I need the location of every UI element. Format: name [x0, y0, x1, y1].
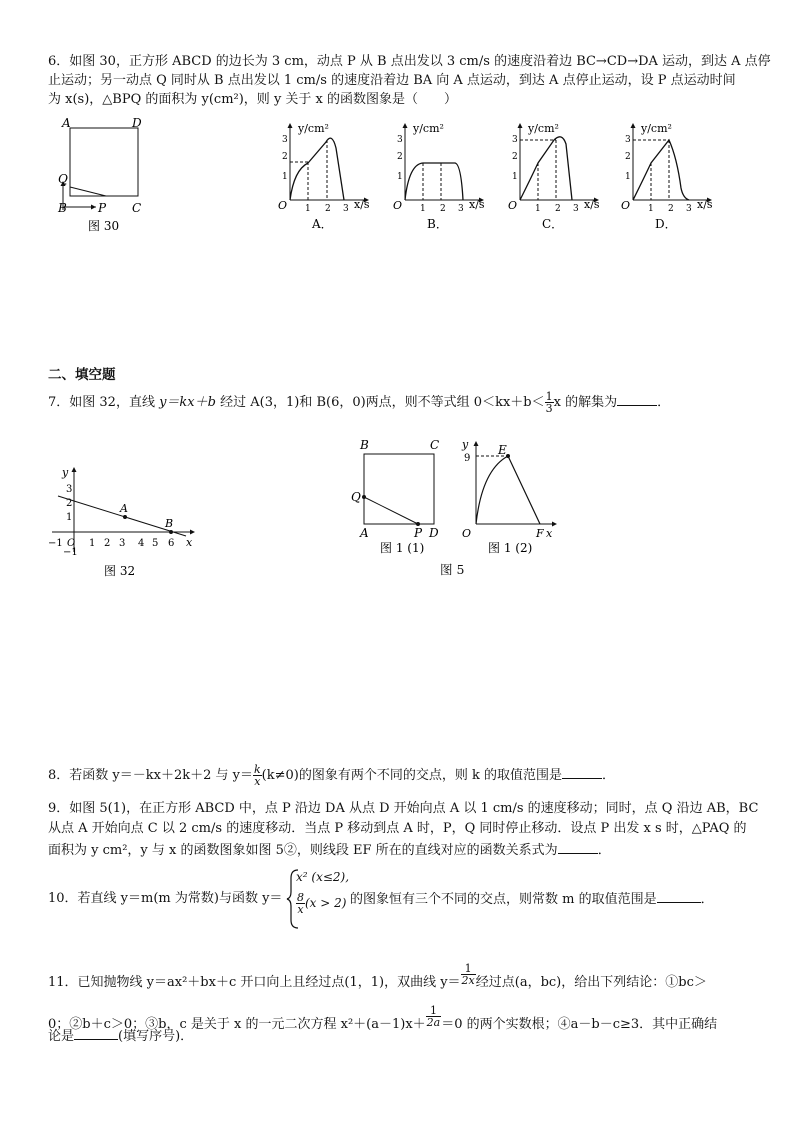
svg-text:4: 4	[138, 538, 145, 549]
svg-text:1: 1	[397, 172, 403, 182]
q11-line-3: 论是 (填写序号)．	[48, 1029, 194, 1044]
q9-line-3: 面积为 y cm²，y 与 x 的函数图象如图 5②，则线段 EF 所在的直线对应的函数关系式为 ．	[48, 843, 611, 858]
q6-line-2: 止运动；另一动点 Q 同时从 B 点出发以 1 cm/s 的速度沿着边 BA 向 A 点运动，到达 A 点停止运动，设 P 点运动时间	[48, 73, 736, 88]
svg-text:9: 9	[464, 453, 471, 464]
q11-line-1: 11．已知抛物线 y＝ax²＋bx＋c 开口向上且经过点(1，1)，双曲线 y＝ $\frac{1}{2x}$ 经过点(a，bc)，给出下列结论：①bc＞	[48, 962, 707, 990]
point-b	[169, 530, 173, 534]
svg-text:3: 3	[458, 204, 464, 214]
svg-text:x/s: x/s	[354, 198, 370, 211]
q11-line-2: 0；②b＋c＞0；③b，c 是关于 x 的一元二次方程 x²＋(a－1)x＋ $\frac{1}{2a}$ ＝0 的两个实数根；④a－b－c≥3．其中正确结	[48, 1004, 718, 1032]
fig5-2-caption: 图 1 (2)	[488, 541, 533, 555]
q10-answer-blank[interactable]	[657, 890, 701, 903]
graph-option-d	[613, 118, 723, 236]
fig5-1-caption: 图 1 (1)	[380, 541, 425, 555]
svg-text:x/s: x/s	[697, 198, 713, 211]
svg-text:2: 2	[668, 204, 674, 214]
svg-text:B: B	[165, 517, 174, 530]
svg-text:x: x	[546, 527, 553, 540]
q10-case-2: $\frac{8}{x}$ (x > 2)	[297, 891, 347, 916]
svg-text:2: 2	[66, 498, 73, 509]
svg-text:2: 2	[282, 152, 288, 162]
fig32-caption: 图 32	[104, 564, 136, 578]
svg-text:y/cm²: y/cm²	[298, 122, 329, 135]
svg-text:Q: Q	[351, 490, 361, 504]
label-d: D	[132, 116, 142, 130]
svg-text:P: P	[414, 526, 423, 540]
option-d-label: D．	[655, 217, 677, 231]
svg-text:O: O	[462, 527, 472, 540]
figure-5-1	[346, 434, 446, 558]
option-c-label: C．	[542, 217, 564, 231]
fig30-caption: 图 30	[88, 219, 120, 233]
svg-text:y/cm²: y/cm²	[641, 122, 672, 135]
q7-line: 7．如图 32，直线 y＝kx＋b 经过 A(3，1)和 B(6，0)两点，则不等式组 0＜kx＋b＜ $\frac{1}{3}$ x 的解集为 ．	[48, 390, 671, 415]
label-q: Q	[58, 172, 68, 186]
svg-text:3: 3	[343, 204, 349, 214]
svg-text:x: x	[186, 536, 193, 549]
q10-post: 的图象恒有三个不同的交点，则常数 m 的取值范围是 ．	[350, 892, 714, 907]
svg-text:C: C	[430, 438, 440, 452]
label-b: B	[58, 201, 67, 215]
svg-text:−1: −1	[48, 538, 63, 549]
q9-answer-blank[interactable]	[558, 841, 598, 854]
svg-text:3: 3	[573, 204, 579, 214]
svg-text:1: 1	[89, 538, 96, 549]
figure-5-2	[452, 434, 562, 558]
svg-text:1: 1	[512, 172, 518, 182]
svg-text:x/s: x/s	[584, 198, 600, 211]
q8-fraction: $\frac{k}{x}$	[254, 763, 261, 788]
svg-text:E: E	[498, 443, 507, 457]
svg-text:6: 6	[168, 538, 175, 549]
svg-text:O: O	[393, 199, 403, 212]
svg-text:y/cm²: y/cm²	[528, 122, 559, 135]
svg-text:3: 3	[512, 135, 518, 145]
svg-text:y: y	[62, 466, 69, 479]
svg-text:1: 1	[625, 172, 631, 182]
svg-text:2: 2	[512, 152, 518, 162]
svg-text:3: 3	[119, 538, 126, 549]
svg-text:1: 1	[305, 204, 311, 214]
svg-text:O: O	[67, 538, 76, 549]
svg-text:1: 1	[282, 172, 288, 182]
q8-line: 8．若函数 y＝－kx＋2k＋2 与 y＝ $\frac{k}{x}$ (k≠0)的图象有两个不同的交点，则 k 的取值范围是 ．	[48, 763, 616, 788]
graph-option-a	[270, 118, 380, 236]
figure-32	[44, 462, 204, 582]
label-c: C	[132, 201, 142, 215]
graph-option-b	[385, 118, 495, 236]
svg-text:y/cm²: y/cm²	[413, 122, 444, 135]
svg-text:F: F	[536, 527, 544, 540]
figure-30	[52, 113, 162, 235]
svg-text:O: O	[621, 199, 631, 212]
svg-text:B: B	[360, 438, 369, 452]
svg-text:1: 1	[66, 512, 73, 523]
svg-text:O: O	[278, 199, 288, 212]
fig5-caption: 图 5	[440, 562, 465, 577]
svg-text:2: 2	[325, 204, 331, 214]
svg-text:3: 3	[282, 135, 288, 145]
q9-line-2: 从点 A 开始向点 C 以 2 cm/s 的速度移动．当点 P 移动到点 A 时，P，Q 同时停止移动．设点 P 出发 x s 时，△PAQ 的	[48, 821, 747, 836]
q10-case-1: x² (x≤2),	[296, 870, 350, 884]
graph-option-c	[500, 118, 610, 236]
svg-text:D: D	[429, 526, 439, 540]
q11-answer-blank[interactable]	[74, 1027, 118, 1040]
svg-text:x/s: x/s	[469, 198, 485, 211]
option-a-label: A．	[312, 217, 333, 231]
q7-answer-blank[interactable]	[617, 393, 657, 406]
svg-text:3: 3	[397, 135, 403, 145]
svg-text:−1: −1	[63, 547, 78, 558]
option-b-label: B．	[427, 217, 448, 231]
svg-text:3: 3	[625, 135, 631, 145]
svg-text:3: 3	[66, 484, 73, 495]
svg-text:2: 2	[440, 204, 446, 214]
svg-text:O: O	[508, 199, 518, 212]
svg-text:3: 3	[686, 204, 692, 214]
svg-text:1: 1	[648, 204, 654, 214]
svg-text:2: 2	[555, 204, 561, 214]
section-heading: 二、填空题	[48, 367, 116, 383]
label-p: P	[98, 201, 107, 215]
svg-text:5: 5	[152, 538, 159, 549]
svg-text:1: 1	[535, 204, 541, 214]
svg-text:A: A	[360, 526, 369, 540]
svg-text:2: 2	[104, 538, 111, 549]
q6-line-3: 为 x(s)，△BPQ 的面积为 y(cm²)，则 y 关于 x 的函数图象是（ ）	[48, 92, 458, 107]
svg-text:y: y	[462, 438, 469, 451]
point-a	[123, 515, 127, 519]
svg-text:2: 2	[397, 152, 403, 162]
svg-text:1: 1	[420, 204, 426, 214]
q6-line-1: 6．如图 30，正方形 ABCD 的边长为 3 cm，动点 P 从 B 点出发以 3 cm/s 的速度沿着边 BC→CD→DA 运动，到达 A 点停	[48, 54, 771, 69]
q7-fraction: $\frac{1}{3}$	[545, 390, 553, 415]
q10-pre: 10．若直线 y＝m(m 为常数)与函数 y＝	[48, 891, 283, 906]
q9-line-1: 9．如图 5(1)，在正方形 ABCD 中，点 P 沿边 DA 从点 D 开始向点 A 以 1 cm/s 的速度移动；同时，点 Q 沿边 AB，BC	[48, 801, 759, 816]
label-a: A	[62, 116, 71, 130]
q8-answer-blank[interactable]	[562, 766, 602, 779]
svg-text:2: 2	[625, 152, 631, 162]
svg-text:A: A	[120, 502, 128, 515]
